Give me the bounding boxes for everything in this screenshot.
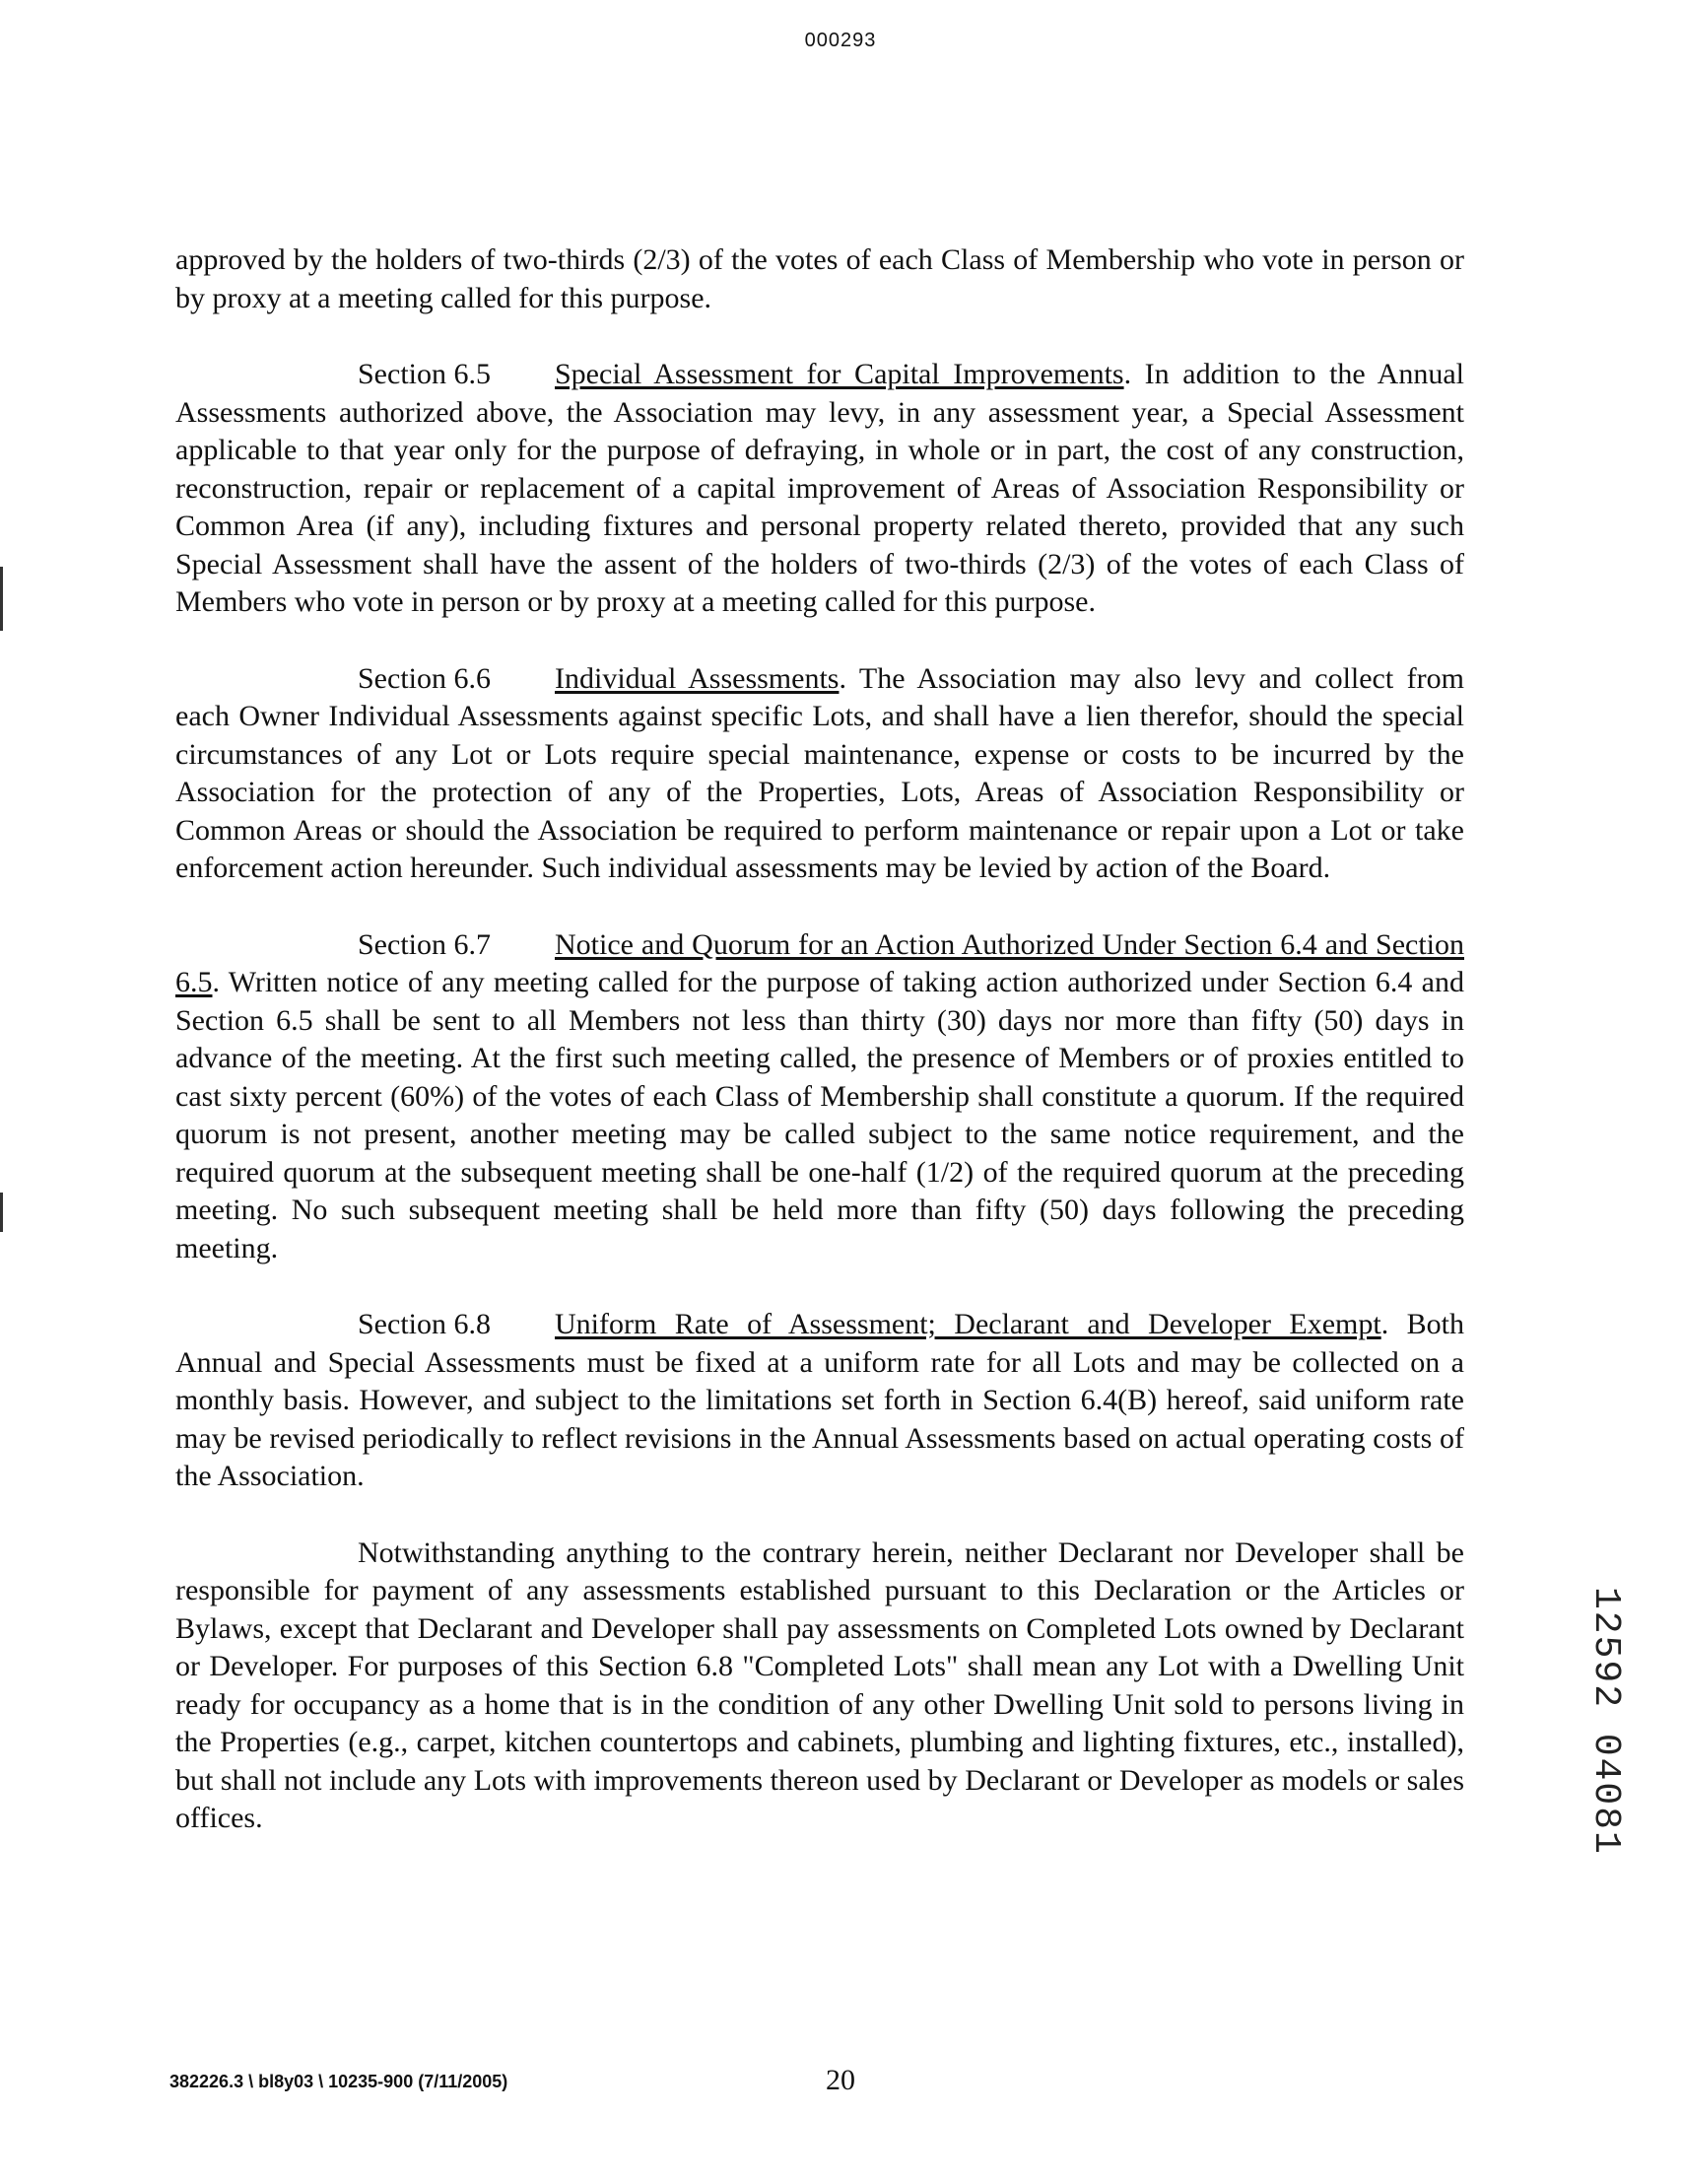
section-6-6 — [175, 660, 1464, 888]
section-title: Special Assessment for Capital Improvements — [555, 358, 1124, 390]
section-text: . Written notice of any meeting called for the purpose of taking action authorized under Section 6.4 and Section 6.5 shall be sent to all Members not less than thirty (30) days nor more than fifty (50) days in advance of the meeting. At the first such meeting called, the presence of Members or of proxies entitled to cast sixty percent (60%) of the votes of each Class of Membership shall constitute a quorum. If the required quorum is not present, another meeting may be called subject to the same notice requirement, and the required quorum at the subsequent meeting shall be one-half (1/2) of the required quorum at the preceding meeting. No such subsequent meeting shall be held more than fifty (50) days following the preceding meeting. — [175, 966, 1464, 1264]
section-number: Section 6.6 — [358, 661, 491, 695]
document-body — [175, 241, 1464, 1877]
document-number: 000293 — [804, 30, 877, 51]
section-text: . In addition to the Annual Assessments authorized above, the Association may levy, in any assessment year, a Special Assessment applicable to that year only for the purpose of defraying, in whole or in part, the cost of any construction, reconstruction, repair or replacement of a capital improvement of Areas of Association Responsibility or Common Area (if any), including fixtures and personal property related thereto, provided that any such Special Assessment shall have the assent of the holders of two-thirds (2/3) of the votes of each Class of Members who vote in person or by proxy at a meeting called for this purpose. — [175, 358, 1464, 618]
section-text: . The Association may also levy and collect from each Owner Individual Assessments against specific Lots, and shall have a lien therefor, should the special circumstances of any Lot or Lots require special maintenance, expense or costs to be incurred by the Association for the protection of any of the Properties, Lots, Areas of Association Responsibility or Common Areas or should the Association be required to perform maintenance or repair upon a Lot or take enforcement action hereunder. Such individual assessments may be levied by action of the Board. — [175, 661, 1464, 884]
scan-edge-mark-upper — [0, 567, 3, 631]
page-number: 20 — [826, 2064, 855, 2096]
scan-edge-mark-lower — [0, 1193, 3, 1232]
paragraph-notwithstanding: Notwithstanding anything to the contrary herein, neither Declarant nor Developer shall be responsible for payment of any assessments established pursuant to this Declaration or the Articles or Bylaws, except that Declarant and Developer shall pay assessments on Completed Lots owned by Declarant or Developer. For purposes of this Section 6.8 "Completed Lots" shall mean any Lot with a Dwelling Unit ready for occupancy as a home that is in the condition of any other Dwelling Unit sold to persons living in the Properties (e.g., carpet, kitchen countertops and cabinets, plumbing and lighting fixtures, etc., installed), but shall not include any Lots with improvements thereon used by Declarant or Developer as models or sales offices. — [175, 1536, 1464, 1834]
section-text: . Both Annual and Special Assessments must be fixed at a uniform rate for all Lots and may be collected on a monthly basis. However, and subject to the limitations set forth in Section 6.4(B) hereof, said uniform rate may be revised periodically to reflect revisions in the Annual Assessments based on actual operating costs of the Association. — [175, 1308, 1464, 1492]
section-title: Uniform Rate of Assessment; Declarant and Developer Exempt — [555, 1308, 1381, 1340]
section-6-5 — [175, 356, 1464, 622]
section-number: Section 6.5 — [358, 358, 491, 390]
section-title: Notice and Quorum for an Action Authorized Under Section 6.4 and Section 6.5 — [175, 927, 1464, 998]
section-number: Section 6.7 — [358, 927, 491, 961]
section-number: Section 6.8 — [358, 1308, 491, 1340]
footer-document-reference: 382226.3 \ bl8y03 \ 10235-900 (7/11/2005) — [169, 2072, 508, 2091]
section-6-8 — [175, 1306, 1464, 1496]
recording-stamp: 12592 04081 — [1584, 1587, 1627, 1856]
paragraph-continuation: approved by the holders of two-thirds (2/3) of the votes of each Class of Membership who vote in person or by proxy at a meeting called for this purpose. — [175, 243, 1464, 314]
section-title: Individual Assessments — [555, 661, 840, 695]
section-6-7 — [175, 926, 1464, 1268]
